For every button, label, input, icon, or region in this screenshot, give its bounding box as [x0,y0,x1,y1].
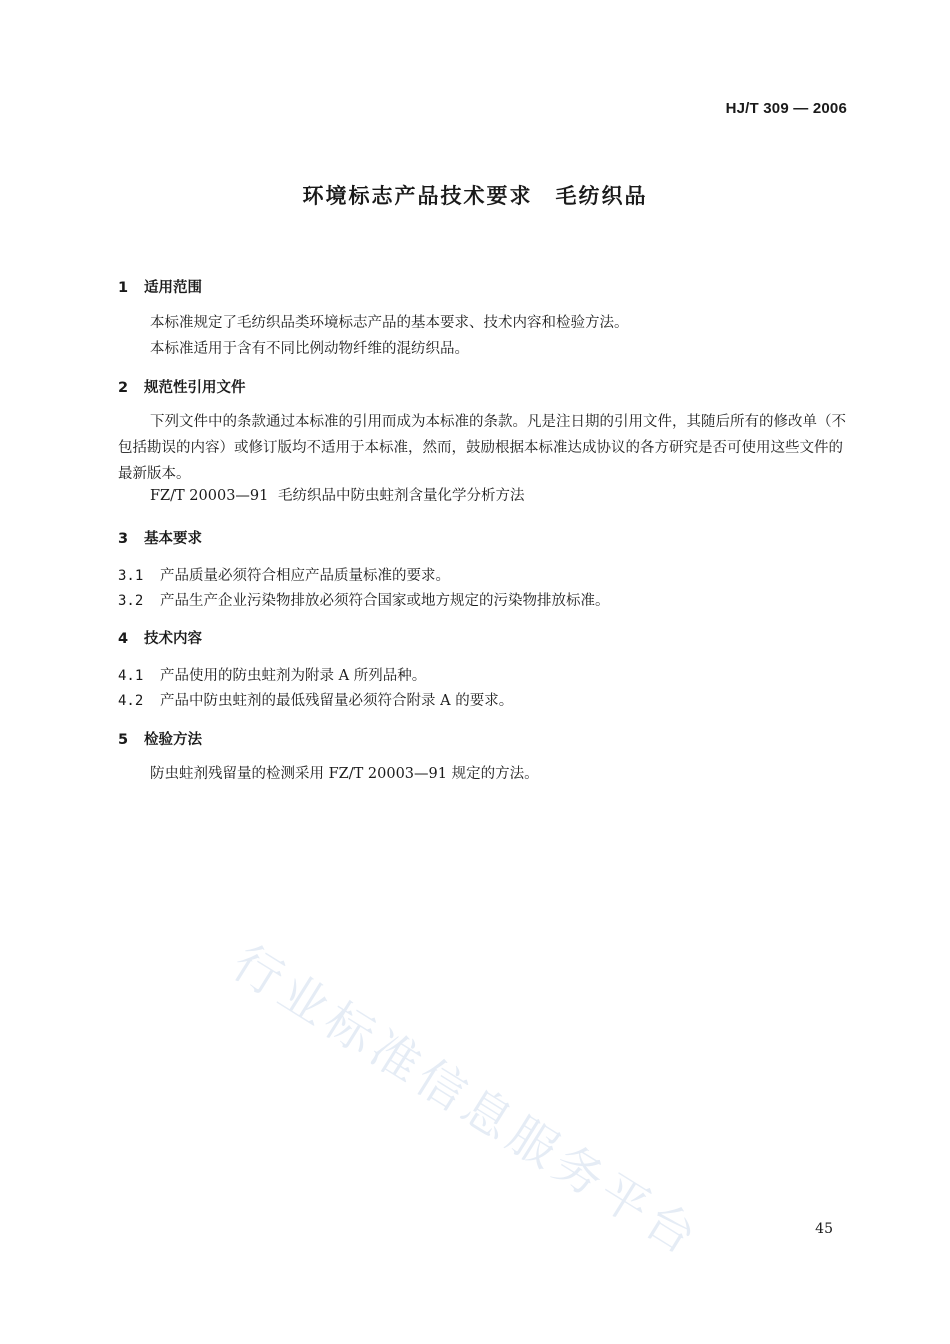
section-title: 规范性引用文件 [144,380,246,396]
section-title: 技术内容 [144,631,202,647]
document-title: 环境标志产品技术要求 毛纺织品 [302,184,648,208]
clause-4-2 [118,689,513,710]
section-number: 4 [118,631,129,647]
section-number: 1 [118,280,129,296]
section-4-heading [118,627,202,648]
clause-3-2 [118,589,610,610]
section-title: 适用范围 [144,280,202,296]
section-5-paragraph: 防虫蛀剂残留量的检测采用 FZ/T 20003—91 规定的方法。 [150,766,539,782]
clause-4-1 [118,664,426,685]
watermark: 行业标准信息服务平台 [222,934,711,1269]
section-1-paragraph-1: 本标准规定了毛纺织品类环境标志产品的基本要求、技术内容和检验方法。 [150,315,629,331]
section-1-heading [118,276,202,297]
section-2-paragraph [118,409,853,487]
clause-text: 产品生产企业污染物排放必须符合国家或地方规定的污染物排放标准。 [160,593,610,609]
standard-code: HJ/T 309 — 2006 [725,100,847,117]
section-title: 基本要求 [144,531,202,547]
clause-number: 3.1 [118,568,144,584]
section-number: 5 [118,732,129,748]
section-5-heading [118,728,202,749]
page-number: 45 [815,1221,833,1237]
section-number: 2 [118,380,129,396]
section-2-heading [118,376,246,397]
clause-text: 产品使用的防虫蛀剂为附录 A 所列品种。 [160,668,427,684]
clause-number: 3.2 [118,593,144,609]
section-3-heading [118,527,202,548]
clause-number: 4.2 [118,693,144,709]
section-1-paragraph-2: 本标准适用于含有不同比例动物纤维的混纺织品。 [150,341,469,357]
section-2-text: 下列文件中的条款通过本标准的引用而成为本标准的条款。凡是注日期的引用文件，其随后所有的修改单（不包括勘误的内容）或修订版均不适用于本标准，然而，鼓励根据本标准达成协议的各方研究是否可使用这些文件的最新版本。 [118,414,846,482]
section-title: 检验方法 [144,732,202,748]
section-number: 3 [118,531,129,547]
clause-text: 产品中防虫蛀剂的最低残留量必须符合附录 A 的要求。 [160,693,514,709]
clause-number: 4.1 [118,668,144,684]
reference-title: 毛纺织品中防虫蛀剂含量化学分析方法 [278,488,525,504]
reference-code: FZ/T 20003—91 [150,488,269,504]
normative-reference [150,483,850,509]
clause-3-1 [118,564,450,585]
clause-text: 产品质量必须符合相应产品质量标准的要求。 [160,568,450,584]
